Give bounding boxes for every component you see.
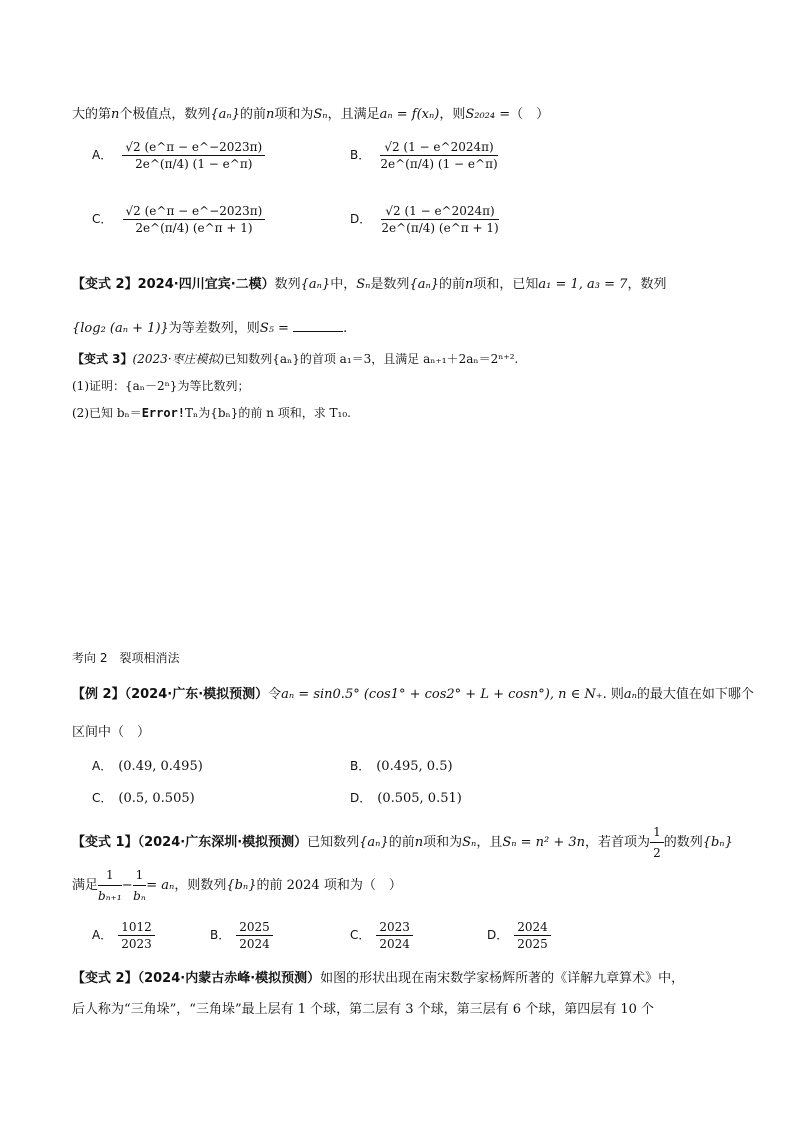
example2-option-a (92, 757, 203, 774)
minus-sign: − (121, 878, 133, 893)
error-text: Error! (141, 406, 186, 420)
option-label: D． (487, 928, 509, 942)
log-expression: {log₂ (aₙ + 1)} (72, 321, 169, 336)
text: ，且满足 (327, 107, 380, 122)
option-label: C． (92, 791, 113, 805)
denominator: bₙ (133, 889, 146, 903)
text: (2)已知 bₙ＝ (72, 406, 142, 420)
text: 区间中（ ） (72, 725, 151, 740)
text: 中， (330, 277, 357, 292)
text: ，则数列 (174, 878, 227, 893)
variant-tag: 【变式 1】 (72, 835, 138, 850)
variant1-option-b (210, 920, 273, 951)
set-an: {aₙ} (300, 277, 331, 292)
source-note: （2024·广东·模拟预测） (124, 687, 269, 702)
set-bn: {bₙ} (702, 835, 733, 850)
variant1-line1 (72, 823, 733, 862)
option-fraction (123, 204, 266, 235)
text: . (343, 321, 348, 336)
option-c (92, 204, 265, 235)
fraction-half (650, 823, 664, 862)
option-label: B． (210, 928, 231, 942)
option-a (92, 140, 265, 171)
option-fraction (381, 204, 498, 235)
numerator: √2 (e^π − e^−2023π) (123, 204, 266, 220)
text: 满足 (72, 878, 99, 893)
var-n: n (465, 277, 474, 292)
text: ，若首项为 (585, 835, 651, 850)
option-label: D． (350, 212, 372, 226)
text: ，数列 (627, 277, 667, 292)
text: 如图的形状出现在南宋数学家杨辉所著的《详解九章算术》中， (320, 971, 685, 986)
var-n: n (111, 107, 120, 122)
problem-continuation-line (72, 106, 549, 124)
variant-tag: 【变式 3】 (72, 352, 133, 366)
option-b (350, 140, 498, 171)
example2-line1 (72, 686, 754, 704)
condition-formula: a₁ = 1, a₃ = 7 (538, 277, 628, 292)
denominator: 2 (653, 846, 661, 860)
numerator: 1012 (118, 920, 155, 936)
denominator: 2023 (121, 937, 152, 951)
option-label: A． (92, 148, 113, 162)
text: 是数列 (370, 277, 410, 292)
text: 大的第 (72, 107, 112, 122)
denominator: 2e^(π/4) (1 − e^π) (135, 157, 253, 171)
option-label: B． (350, 148, 371, 162)
text: 的最大值在如下哪个 (636, 687, 754, 702)
example2-option-b (350, 757, 453, 774)
numerator: 2023 (376, 920, 413, 936)
s5-formula: S₅ = (259, 321, 289, 336)
var-sn: Sₙ (356, 277, 371, 292)
source-note: （2024·内蒙古赤峰·模拟预测） (137, 971, 321, 986)
var-sn: Sₙ (313, 107, 328, 122)
option-fraction (118, 920, 155, 951)
text: 的前 2024 项和为（ ） (256, 878, 402, 893)
variant2b-line2 (72, 1001, 654, 1019)
text: 项和为 (274, 107, 314, 122)
example2-line2 (72, 724, 150, 742)
set-an: {aₙ} (359, 835, 389, 850)
example2-option-d (350, 789, 462, 806)
text: 的前 (239, 107, 266, 122)
text: 已知数列 (307, 835, 360, 850)
option-fraction (236, 920, 273, 951)
denominator: 2e^(π/4) (1 − e^π) (380, 157, 498, 171)
option-value: (0.5, 0.505) (118, 791, 195, 806)
variant1-option-d (487, 920, 551, 951)
formula-an-fx: aₙ = f(xₙ) (379, 107, 440, 122)
variant1-option-c (350, 920, 413, 951)
numerator: 1 (650, 823, 664, 843)
variant2-line1 (72, 276, 666, 294)
source-note: 2024·四川宜宾·二模） (137, 277, 275, 292)
option-value: (0.49, 0.495) (118, 759, 203, 774)
answer-blank[interactable] (293, 319, 343, 332)
denominator: 2024 (379, 937, 410, 951)
option-fraction (380, 140, 497, 171)
var-sn: Sₙ (462, 835, 477, 850)
variant3-line1 (72, 350, 518, 368)
var-n: n (414, 835, 424, 850)
source-note: （2024·广东深圳·模拟预测） (137, 835, 308, 850)
variant1-line2 (72, 866, 402, 905)
denominator: 2e^(π/4) (e^π + 1) (135, 221, 253, 235)
numerator: 1 (98, 866, 122, 886)
denominator: 2025 (517, 937, 548, 951)
var-an: aₙ (623, 687, 637, 702)
variant-tag: 【变式 2】 (72, 277, 138, 292)
formula-s2024: S₂₀₂₄ = (465, 107, 511, 122)
numerator: 2025 (236, 920, 273, 936)
fraction-1-bn1 (98, 866, 122, 905)
set-an: {aₙ} (409, 277, 439, 292)
text: ，则 (439, 107, 466, 122)
example2-option-c (92, 789, 195, 806)
text: 后人称为“三角垛”，“三角垛”最上层有 1 个球，第二层有 3 个球，第三层有 6 个球，第四层有 10 个 (72, 1002, 654, 1017)
option-label: D． (350, 791, 372, 805)
option-label: C． (350, 928, 371, 942)
denominator: 2e^(π/4) (e^π + 1) (381, 221, 499, 235)
option-value: (0.505, 0.51) (377, 791, 462, 806)
numerator: 1 (133, 866, 147, 886)
example-tag: 【例 2】 (72, 687, 125, 702)
text: . 则 (602, 687, 624, 702)
text: 数列 (274, 277, 301, 292)
question-1: (1)证明：{aₙ－2ⁿ}为等比数列； (72, 379, 250, 393)
option-d (350, 204, 499, 235)
option-label: C． (92, 212, 113, 226)
variant-tag: 【变式 2】 (72, 971, 138, 986)
text: Tₙ为{bₙ}的前 n 项和，求 T₁₀. (185, 406, 351, 420)
set-an: {aₙ} (210, 107, 240, 122)
set-bn: {bₙ} (226, 878, 257, 893)
option-label: B． (350, 759, 371, 773)
numerator: √2 (e^π − e^−2023π) (122, 140, 265, 156)
option-fraction (376, 920, 413, 951)
option-fraction (122, 140, 265, 171)
text: 项和为 (423, 835, 463, 850)
variant1-option-a (92, 920, 155, 951)
text: 个极值点，数列 (119, 107, 211, 122)
variant2-line2 (72, 319, 347, 338)
variant3-q1 (72, 377, 249, 395)
formula: Sₙ = n² + 3n (502, 835, 586, 850)
formula: aₙ = sin0.5° (cos1° + cos2° + L + cosn°), n ∈ N₊ (281, 687, 603, 702)
option-fraction (514, 920, 551, 951)
fraction-1-bn (133, 866, 147, 905)
option-value: (0.495, 0.5) (376, 759, 453, 774)
numerator: 2024 (514, 920, 551, 936)
text: 项和，已知 (473, 277, 539, 292)
numerator: √2 (1 − e^2024π) (380, 140, 497, 156)
denominator: bₙ₊₁ (98, 889, 122, 903)
text: （ ） (510, 107, 550, 122)
numerator: √2 (1 − e^2024π) (381, 204, 498, 220)
option-label: A． (92, 928, 113, 942)
equals-an: = aₙ (146, 878, 175, 893)
source-note: (2023·枣庄模拟) (132, 352, 225, 366)
text: 的前 (388, 835, 415, 850)
option-label: A． (92, 759, 113, 773)
denominator: 2024 (239, 937, 270, 951)
variant3-q2 (72, 404, 351, 422)
text: 令 (268, 687, 282, 702)
text: 的数列 (663, 835, 703, 850)
var-n: n (265, 107, 275, 122)
variant2b-line1 (72, 970, 684, 988)
text: 为等差数列，则 (168, 321, 260, 336)
text: 已知数列{aₙ}的首项 a₁＝3，且满足 aₙ₊₁＋2aₙ＝2ⁿ⁺². (224, 352, 519, 366)
section-title: 考向 2 裂项相消法 (72, 651, 180, 665)
text: 的前 (439, 277, 466, 292)
text: ，且 (476, 835, 503, 850)
